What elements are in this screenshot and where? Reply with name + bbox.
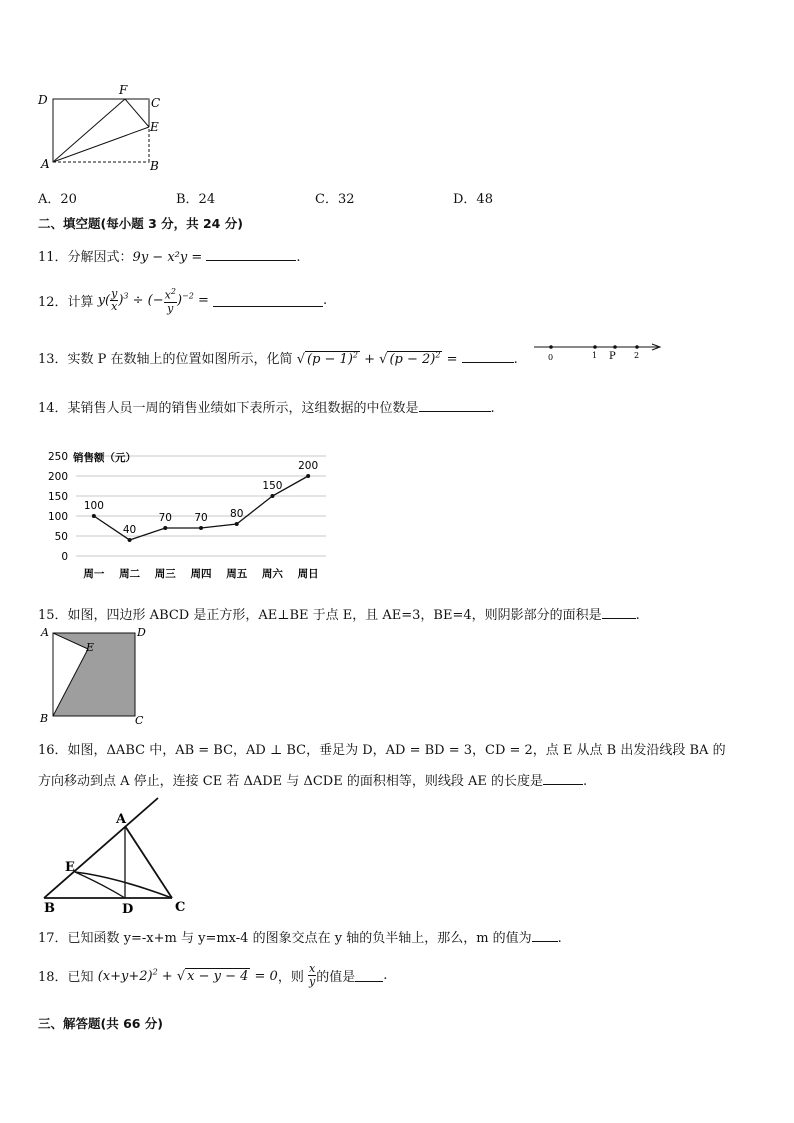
nl-label-p: P [609,351,616,362]
x-category-label: 周六 [261,568,283,580]
q16-label-E: E [65,860,75,875]
q18-suffix: . [383,968,388,983]
data-label: 150 [262,480,283,492]
q11-suffix: . [296,250,301,265]
x-category-label: 周五 [226,568,248,580]
q15-figure [36,624,156,730]
q13-formula: √ $(p - 1)^2$ + √ $(p - 2)^2$ = [296,350,458,367]
data-label: 70 [194,512,208,524]
x-category-label: 周一 [83,568,105,580]
q12-prefix: 12．计算 [38,294,94,310]
q15-label-D: D [137,626,146,639]
q15-label-C: C [135,714,144,727]
question-16-line-2 [38,770,587,789]
question-18 [38,963,387,988]
q10-option-b: B．24 [176,192,216,207]
data-label: 200 [298,460,319,472]
label-E: E [150,120,159,134]
question-14 [38,397,495,416]
q10-option-a: A．20 [38,192,77,207]
q18-formula: $(x+y+2)^2$ + √ x − y − 4 = 0 [97,967,278,984]
q14-answer-blank[interactable] [419,399,491,412]
data-label: 40 [122,524,137,536]
q15-label-A: A [41,626,49,639]
data-point [199,526,203,530]
q10-option-c: C．32 [315,192,355,207]
q13-suffix: . [513,352,518,367]
data-point [306,474,310,478]
data-label: 100 [83,500,104,512]
q18-after: 的值是 [316,970,356,985]
q11-answer-blank[interactable] [206,248,296,261]
label-B: B [150,159,159,173]
q16-line2: 方向移动到点 A 停止，连接 CE 若 ΔADE 与 ΔCDE 的面积相等，则线段 AE 的长度是 [38,774,543,789]
q10-option-d: D．48 [453,192,493,207]
question-17 [38,927,562,946]
q10-figure [36,82,171,174]
q11-expr: 9y − x²y = [132,250,203,265]
q13-number-line [530,340,665,364]
data-point [235,522,239,526]
q17-suffix: . [557,931,562,946]
q18-prefix: 18．已知 [38,970,94,985]
q14-text: 14．某销售人员一周的销售业绩如下表所示，这组数据的中位数是 [38,401,419,416]
label-D: D [38,93,48,107]
q16-label-C: C [175,900,186,915]
q12-answer-blank[interactable] [213,294,323,307]
chart-title: 销售额（元） [73,452,136,464]
nl-label-1: 1 [592,351,598,360]
q17-answer-blank[interactable] [532,929,558,942]
q15-label-B: B [40,712,49,725]
data-point [92,514,96,518]
q16-figure [36,792,206,918]
y-tick-label: 250 [47,451,68,463]
data-point [163,526,167,530]
q16-label-D: D [122,902,134,917]
section-3-title: 三、解答题(共 66 分) [38,1016,164,1031]
q18-answer-blank[interactable] [355,969,383,982]
section-2-title: 二、填空题(每小题 3 分，共 24 分) [38,216,243,231]
y-tick-label: 150 [47,491,68,503]
x-category-label: 周四 [190,568,212,580]
q13-answer-blank[interactable] [462,350,514,363]
q13-prefix: 13．实数 P 在数轴上的位置如图所示，化简 [38,352,293,367]
label-F: F [119,83,128,97]
q16-label-A: A [116,812,127,827]
question-15 [38,604,640,623]
q18-middle: ，则 [277,970,304,985]
data-label: 70 [158,512,172,524]
x-category-label: 周日 [297,568,319,580]
nl-label-2: 2 [634,351,640,360]
x-category-label: 周三 [154,568,176,580]
y-tick-label: 50 [54,531,68,543]
y-tick-label: 0 [61,551,68,563]
q16-answer-blank[interactable] [543,772,583,785]
question-12 [38,286,327,315]
y-tick-label: 200 [47,471,68,483]
data-point [270,494,274,498]
q15-answer-blank[interactable] [602,606,636,619]
q15-text: 15．如图，四边形 ABCD 是正方形，AE⊥BE 于点 E，且 AE=3，BE=4，则阴影部分的面积是 [38,608,602,623]
y-tick-label: 100 [47,511,68,523]
nl-label-0: 0 [548,353,554,362]
q15-suffix: . [635,608,640,623]
data-point [128,538,132,542]
question-16-line-1: 16．如图，ΔABC 中，AB = BC，AD ⊥ BC，垂足为 D，AD = BD = 3，CD = 2，点 E 从点 B 出发沿线段 BA 的 [38,743,726,758]
q14-suffix: . [490,401,495,416]
data-label: 80 [230,508,244,520]
q18-fraction: $\frac{x}{y}$ [308,962,316,988]
question-13 [38,348,518,367]
q12-suffix: . [322,292,328,308]
q12-formula: y( $\frac{y}{x}$ )$^3$ ÷ (− $\frac{x^2}{y}$ )$^{-2}$ = [97,286,209,315]
x-category-label: 周二 [119,568,141,580]
q11-prefix: 11．分解因式： [38,250,133,265]
label-C: C [151,96,161,110]
q15-label-E: E [86,641,95,654]
q16-suffix: . [582,774,588,789]
question-11 [38,246,301,265]
sales-line-chart [36,440,336,585]
q16-label-B: B [44,901,55,916]
q17-text: 17．已知函数 y=-x+m 与 y=mx-4 的图象交点在 y 轴的负半轴上，那么，m 的值为 [38,931,532,946]
label-A: A [41,157,50,171]
